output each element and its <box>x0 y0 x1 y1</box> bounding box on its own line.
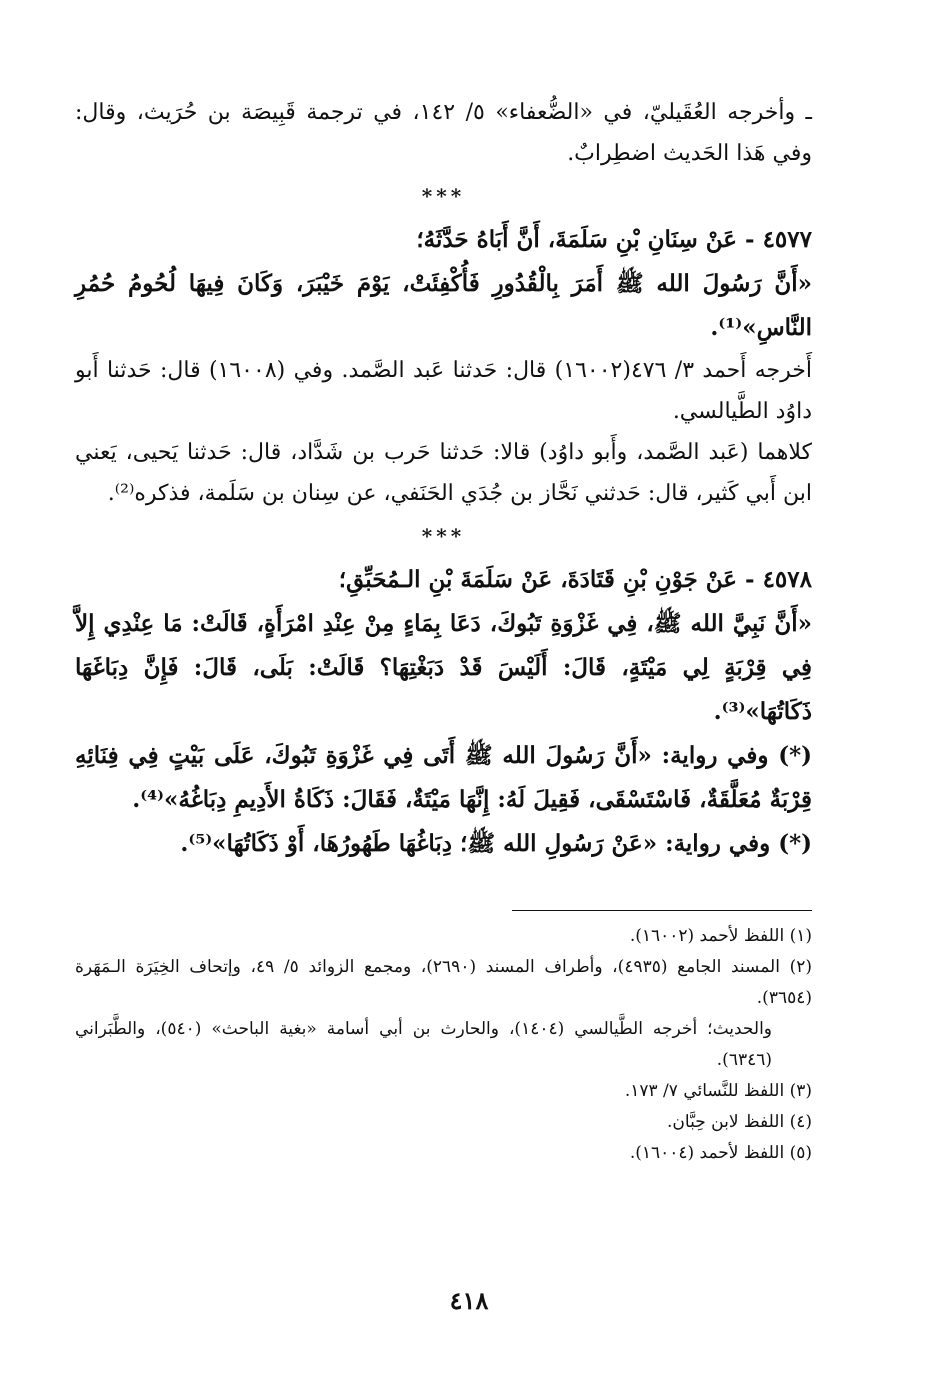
paragraph-aqili: ـ وأخرجه العُقَيليّ، في «الضُّعفاء» ٥/ ١٤٢، في ترجمة قَبِيصَة بن حُرَيث، وقال: وفي هَذا الحَديث اضطِرابٌ. <box>75 100 813 166</box>
hadith-4578-text: «أَنَّ نَبِيَّ الله ﷺ، فِي غَزْوَةِ تَبُوكَ، دَعَا بِمَاءٍ مِنْ عِنْدِ امْرَأَةٍ، قَالَتْ: مَا عِنْدِي إِلاَّ فِي قِرْبَةٍ لِي مَيْتَةٍ، قَالَ: أَلَيْسَ قَدْ دَبَغْتِهَا؟ قَالَتْ: بَلَى، قَالَ: فَإِنَّ دِبَاغَهَا ذَكَاتُهَا»⁽³⁾. <box>75 610 812 725</box>
footnote-divider <box>512 910 812 911</box>
footnote-1: (١) اللفظ لأحمد (١٦٠٠٢). <box>629 926 812 946</box>
riwaya-1: (*) وفي رواية: «أَنَّ رَسُولَ الله ﷺ أَتَى فِي غَزْوَةِ تَبُوكَ، عَلَى بَيْتٍ فِي فِنَائِهِ قِرْبَةٌ مُعَلَّقَةٌ، فَاسْتَسْقَى، فَقِيلَ لَهُ: إِنَّهَا مَيْتَةٌ، فَقَالَ: ذَكَاةُ الأَدِيمِ دِبَاغُهُ»⁽⁴⁾. <box>75 742 812 813</box>
footnote-4: (٤) اللفظ لابن حِبَّان. <box>667 1112 812 1132</box>
hadith-4578-heading: ٤٥٧٨ - عَنْ جَوْنِ بْنِ قَتَادَةَ، عَنْ سَلَمَةَ بْنِ الـمُحَبِّقِ؛ <box>338 566 812 593</box>
footnote-2-continued: والحديث؛ أخرجه الطَّيالسي (١٤٠٤)، والحارث بن أبي أسامة «بغية الباحث» (٥٤٠)، والطَّبَراني (٦٣٤٦). <box>75 1019 773 1070</box>
paragraph-isnad: كلاهما (عَبد الصَّمد، وأَبو داوُد) قالا: حَدثنا حَرب بن شَدَّاد، قال: حَدثنا يَحيى، يَعني ابن أَبي كَثير، قال: حَدثني نَحَّاز بن جُدَي الحَنَفي، عن سِنان بن سَلَمة، فذكره⁽²⁾. <box>75 440 812 506</box>
main-text <box>75 92 812 866</box>
section-separator: *** <box>421 184 466 208</box>
hadith-4577-text: «أَنَّ رَسُولَ الله ﷺ أَمَرَ بِالْقُدُورِ فَأُكْفِئَتْ، يَوْمَ خَيْبَرَ، وَكَانَ فِيهَا لُحُومُ حُمُرِ النَّاسِ»⁽¹⁾. <box>75 270 812 341</box>
riwaya-2: (*) وفي رواية: «عَنْ رَسُولِ الله ﷺ؛ دِبَاغُهَا طَهُورُهَا، أَوْ ذَكَاتُهَا»⁽⁵⁾. <box>180 830 812 857</box>
footnotes <box>75 921 812 1169</box>
footnote-3: (٣) اللفظ للنَّسائي ٧/ ١٧٣. <box>624 1081 812 1101</box>
footnote-2: (٢) المسند الجامع (٤٩٣٥)، وأطراف المسند (٢٦٩٠)، ومجمع الزوائد ٥/ ٤٩، وإتحاف الخِيَرَة الـمَهَرة (٣٦٥٤). <box>75 957 813 1008</box>
page-number: ٤١٨ <box>449 1286 489 1315</box>
section-separator: *** <box>421 524 466 548</box>
paragraph-ahmad-source: أَخرجه أَحمد ٣/ ٤٧٦(١٦٠٠٢) قال: حَدثنا عَبد الصَّمد. وفي (١٦٠٠٨) قال: حَدثنا أَبو داوُد الطَّيالسي. <box>75 358 812 424</box>
footnote-5: (٥) اللفظ لأحمد (١٦٠٠٤). <box>629 1143 812 1163</box>
hadith-4577-heading: ٤٥٧٧ - عَنْ سِنَانِ بْنِ سَلَمَةَ، أَنَّ أَبَاهُ حَدَّثَهُ؛ <box>416 226 812 253</box>
